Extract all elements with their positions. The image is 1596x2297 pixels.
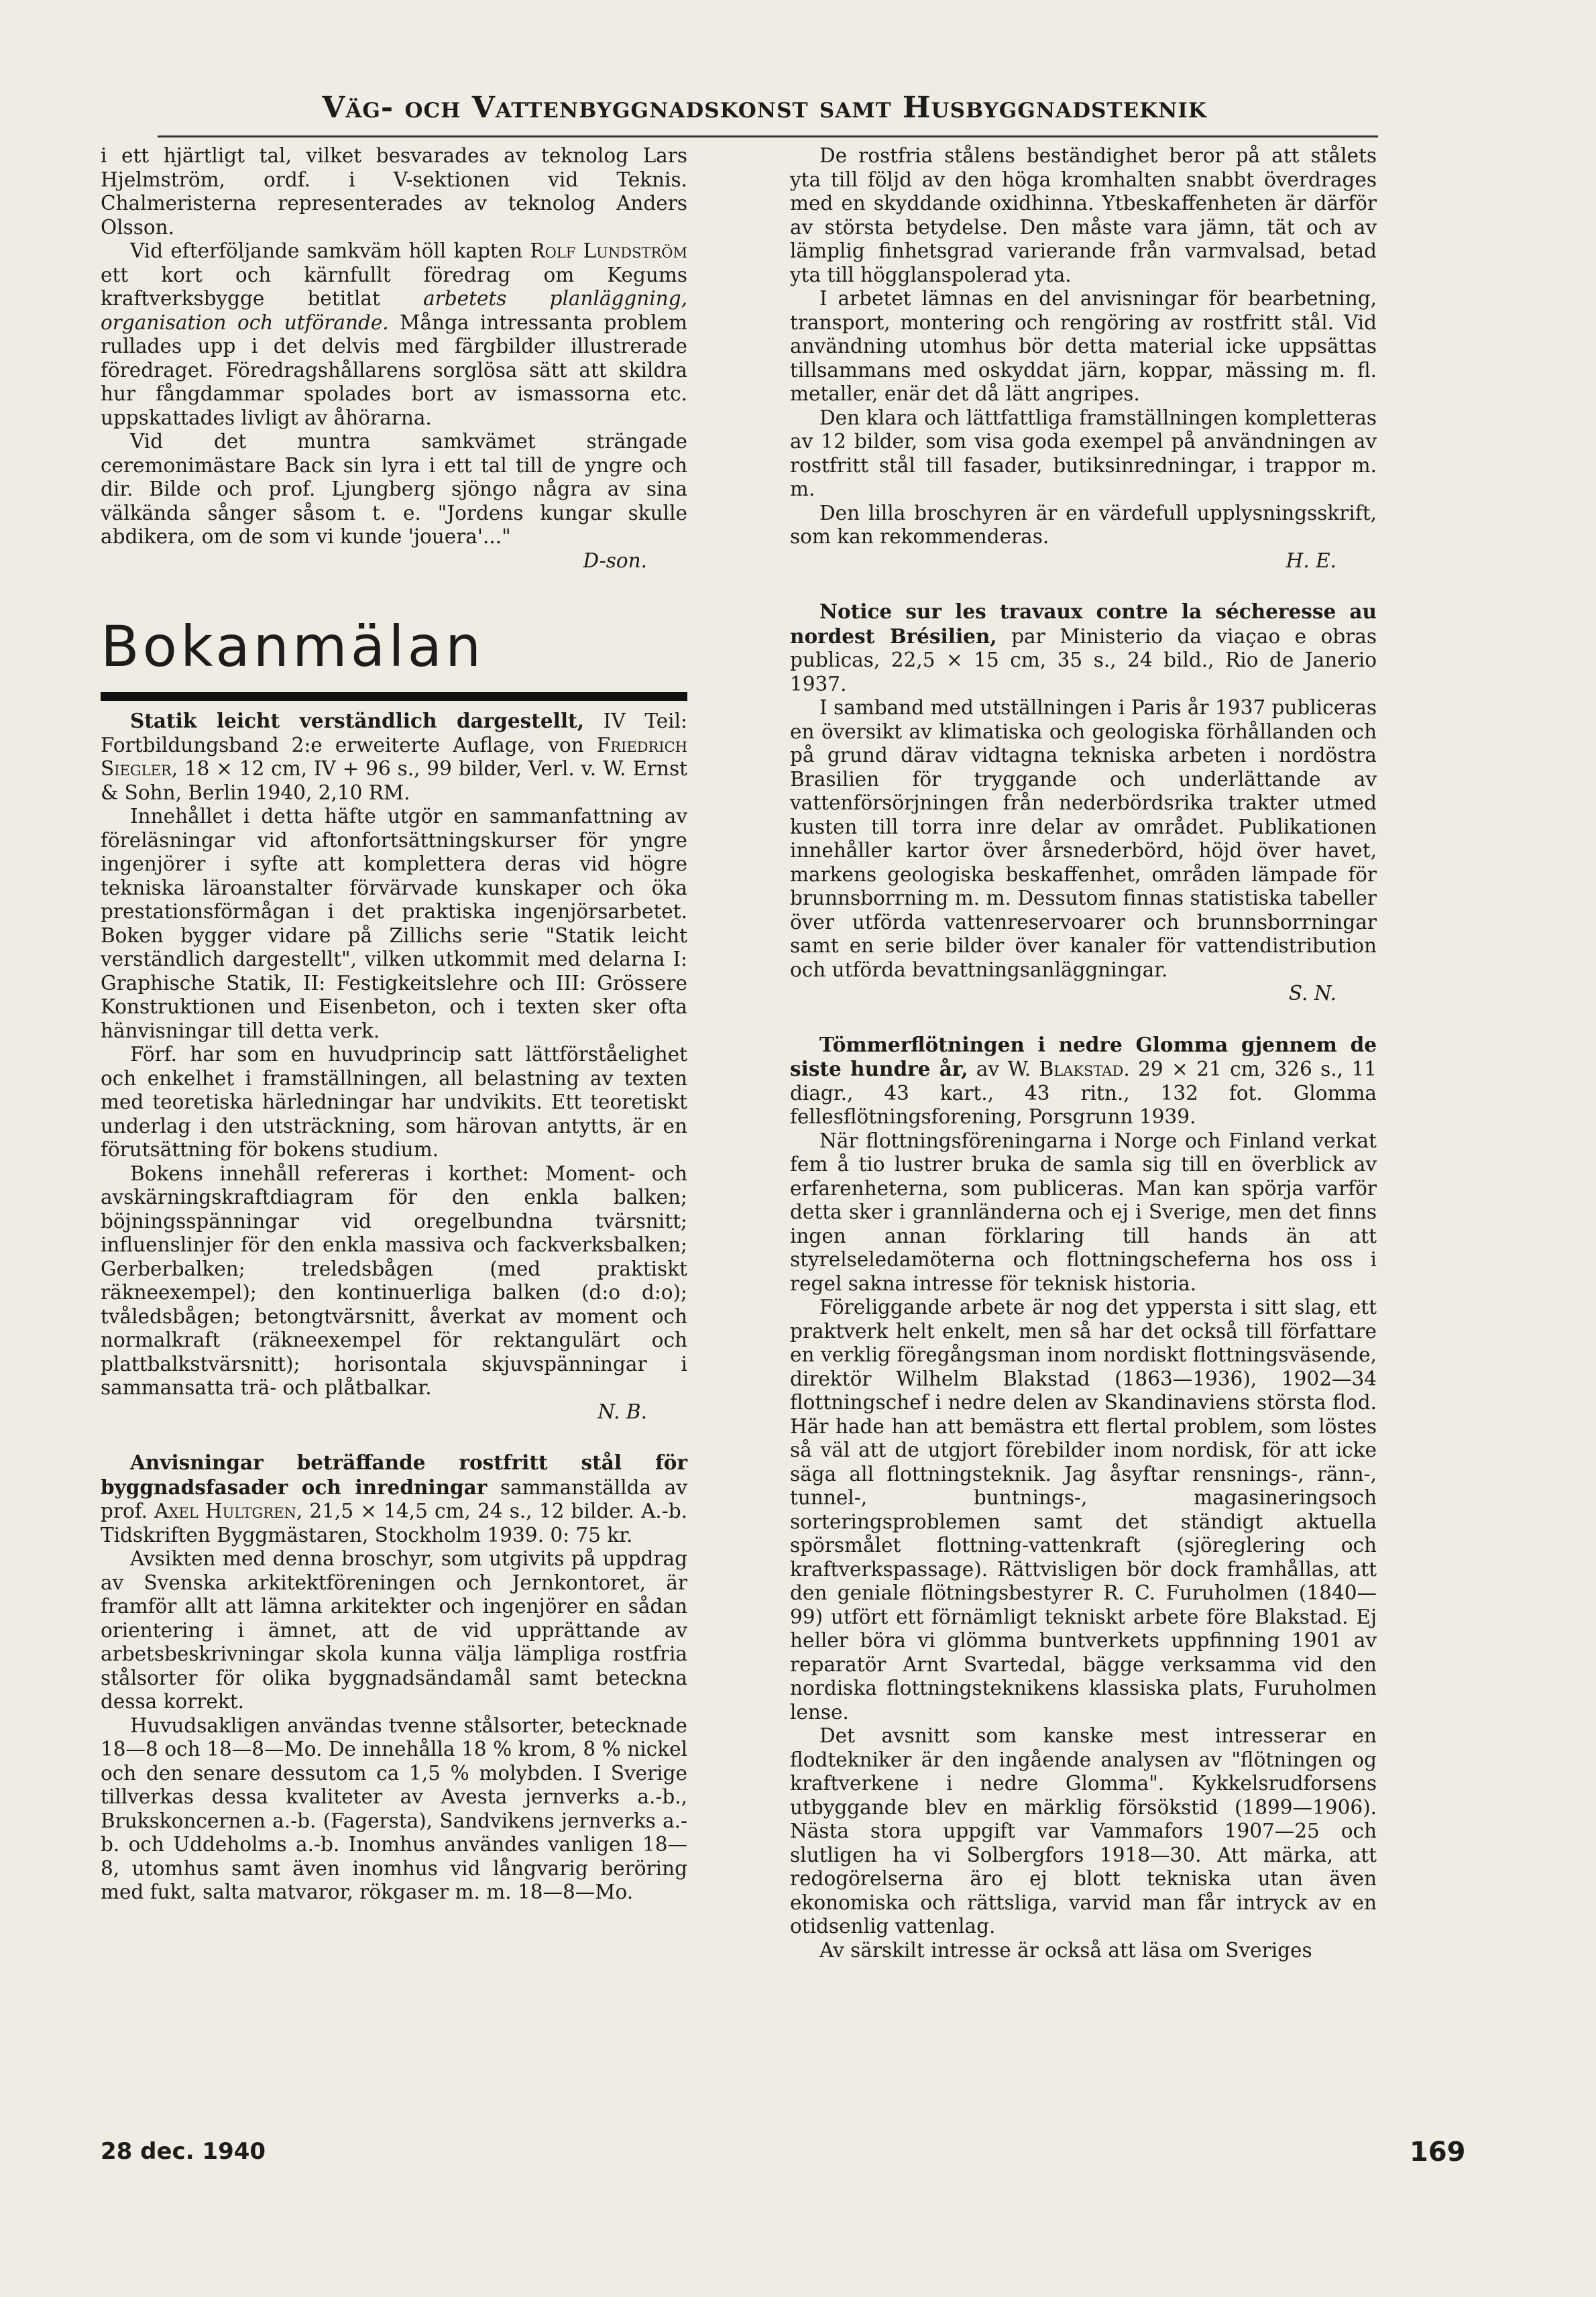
signature: H. E. <box>1286 549 1336 572</box>
review-paragraph: Bokens innehåll refereras i korthet: Moment- och avskärningskraftdiagram för den enkla balken; böjningsspänningar vid oregelbundna tvärsnitt; influenslinjer för den enkla massiva och fackverksbalken; Gerberbalken; treledsbågen (med praktiskt räkneexempel); den kontinuerliga balken (d:o d:o); tvåledsbågen; betongtvärsnitt, åverkat av moment och normalkraft (räkneexempel för rektangulärt och plattbalkstvärsnitt); horisontala skjuvspänningar i sammansatta trä- och plåtbalkar. <box>101 1162 687 1399</box>
signature: S. N. <box>1288 982 1336 1005</box>
text: par Ministerio da viaçao e obras publicas, 22,5 × 15 cm, 35 s., 24 bild., Rio de Janerio 1937. <box>790 624 1377 695</box>
review-paragraph: Föreliggande arbete är nog det yppersta i sitt slag, ett praktverk helt enkelt, men så har det också till författare en verklig föregångsman inom nordiskt flottningsväsende, direktör Wilhelm Blakstad (1863—1936), 1902—34 flottningschef i nedre delen av Skandinaviens största flod. Här hade han att bemästra ett flertal problem, som löstes så väl att de utgjort förebilder inom nordisk, för att icke säga all flottningsteknik. Jag åsyftar rensnings-, ränn-, tunnel-, buntnings-, magasineringsoch sorteringsproblemen samt det ständigt aktuella spörsmålet flottning-vattenkraft (sjöreglering och kraftverkspassage). Rättvisligen bör dock framhållas, att den geniale flötningsbestyrer R. C. Furuholmen (1840—99) utfört ett förnämligt tekniskt arbete före Blakstad. Ej heller böra vi glömma buntverkets uppfinning 1901 av reparatör Arnt Svartedal, bägge verksamma vid den nordiska flottningsteknikens klassiska plats, Furuholmen lense. <box>790 1296 1377 1724</box>
book-author: Axel Hultgren <box>154 1500 296 1522</box>
lundstrom-paragraph <box>101 239 687 430</box>
review-statik-heading <box>101 709 687 805</box>
text: , 18 × 12 cm, IV + 96 s., 99 bilder, Verl. v. W. Ernst & Sohn, Berlin 1940, 2,10 RM. <box>101 757 687 804</box>
left-column <box>101 144 687 1905</box>
issue-date: 28 dec. 1940 <box>101 2138 266 2165</box>
text: av W. <box>968 1058 1039 1080</box>
text: IV Teil: Fortbildungsband 2:e erweiterte Auflage, von <box>101 710 687 757</box>
samkvam-paragraph: Vid det muntra samkvämet strängade ceremonimästare Back sin lyra i ett tal till de yngre och dir. Bilde och prof. Ljungberg sjöngo några av sina välkända sånger såsom t. e. "Jordens kungar skulle abdikera, om de som vi kunde 'jouera'..." <box>101 430 687 548</box>
book-author: Friedrich Siegler <box>101 733 687 780</box>
review-paragraph: Innehållet i detta häfte utgör en sammanfattning av föreläsningar vid aftonfortsättningskurser för yngre ingenjörer i syfte att komplettera deras vid högre tekniska läroanstalter förvärvade kunskaper och öka prestationsförmågan i det praktiska ingenjörsarbetet. Boken bygger vidare på Zillichs serie "Statik leicht verständlich dargestellt", vilken utkommit med delarna I: Graphische Statik, II: Festigkeitslehre och III: Grössere Konstruktionen und Eisenbeton, och i texten sker ofta hänvisningar till detta verk. <box>101 805 687 1042</box>
review-bresil-heading <box>790 600 1377 696</box>
page-number: 169 <box>1410 2137 1466 2168</box>
text: , 21,5 × 14,5 cm, 24 s., 12 bilder. A.-b. Tidskriften Byggmästaren, Stockholm 1939. 0: 75 kr. <box>101 1500 687 1547</box>
lecture-title: arbetets planläggning, organisation och utförande. <box>101 287 687 334</box>
signature: N. B. <box>597 1400 647 1423</box>
text: sammanställda av prof. <box>101 1475 687 1522</box>
page-header: Väg- och Vattenbyggnadskonst samt Husbyggnadsteknik <box>322 91 1207 125</box>
review-paragraph: Den lilla broschyren är en värdefull upplysningsskrift, som kan rekommenderas. <box>790 501 1377 548</box>
review-paragraph: Av särskilt intresse är också att läsa om Sveriges <box>819 1938 1312 1962</box>
book-title: Statik leicht verständlich dargestellt, <box>130 709 584 732</box>
review-paragraph: I samband med utställningen i Paris år 1937 publiceras en översikt av klimatiska och geologiska förhållanden och på grund därav vidtagna tekniska arbeten i nordöstra Brasilien för tryggande och underlättande av vattenförsörjningen från nederbördsrika trakter utmed kusten till torra inre delar av området. Publikationen innehåller kartor över årsnederbörd, höjd över havet, markens geologiska beskaffenhet, områden lämpade för brunnsborrning m. m. Dessutom finnas statistiska tabeller över utförda vattenreservoarer och brunnsborrningar samt en serie bilder över kanaler för vattendistribution och utförda bevattningsanläggningar. <box>790 696 1377 981</box>
intro-paragraph: i ett hjärtligt tal, vilket besvarades av teknolog Lars Hjelmström, ordf. i V-sektionen vid Teknis. Chalmeristerna representerades av teknolog Anders Olsson. <box>101 144 687 239</box>
review-paragraph: Huvudsakligen användas tvenne stålsorter, betecknade 18—8 och 18—8—Mo. De innehålla 18 % krom, 8 % nickel och den senare dessutom ca 1,5 % molybden. I Sverige tillverkas dessa kvaliteter av Avesta jernverks a.-b., Brukskoncernen a.-b. (Fagersta), Sandvikens jernverks a.-b. och Uddeholms a.-b. Inomhus användes vanligen 18—8, utomhus samt även inomhus vid långvarig beröring med fukt, salta matvaror, rökgaser m. m. 18—8—Mo. <box>101 1714 687 1903</box>
book-author: Blakstad <box>1039 1058 1124 1080</box>
review-paragraph: Det avsnitt som kanske mest intresserar en flodtekniker är den ingående analysen av "flötningen og kraftverkene i nedre Glomma". Kykkelsrudforsens utbyggande blev en märklig försökstid (1899—1906). Nästa stora uppgift var Vammafors 1907—25 och slutligen ha vi Solbergfors 1918—30. Att märka, att redogörelserna äro ej blott tekniska utan även ekonomiska och rättsliga, varvid man får intryck av en otidsenlig vattenlag. <box>790 1724 1377 1938</box>
section-title: Bokanmälan <box>101 614 485 679</box>
text: . 29 × 21 cm, 326 s., 11 diagr., 43 kart., 43 ritn., 132 fot. Glomma fellesflötningsforening, Porsgrunn 1939. <box>790 1058 1377 1128</box>
header-rule <box>158 135 1378 137</box>
text: ett kort och kärnfullt föredrag om Kegums kraftverksbygge betitlat <box>101 263 687 310</box>
review-paragraph: När flottningsföreningarna i Norge och Finland verkat fem å tio lustrer bruka de samla sig till en överblick av erfarenheterna, som publiceras. Man kan spörja varför detta sker i grannländerna och ej i Sverige, men det finns ingen annan förklaring till hands än att styrelseledamöterna och flottningscheferna hos oss i regel sakna intresse för teknisk historia. <box>790 1129 1377 1295</box>
review-glomma-heading <box>790 1033 1377 1129</box>
review-paragraph: Den klara och lättfattliga framställningen kompletteras av 12 bilder, som visa goda exempel på användningen av rostfritt stål till fasader, butiksinredningar, i trappor m. m. <box>790 406 1377 500</box>
section-rule <box>101 692 687 701</box>
text: Vid efterföljande samkväm höll kapten <box>130 239 530 262</box>
review-paragraph: I arbetet lämnas en del anvisningar för bearbetning, transport, montering och rengöring av rostfritt stål. Vid användning utomhus bör detta material icke uppsättas tillsammans med oskyddat järn, koppar, mässing m. fl. metaller, enär det då lätt angripes. <box>790 287 1377 405</box>
right-column <box>790 144 1377 1962</box>
book-title: Anvisningar beträffande rostfritt stål för byggnadsfasader och inredningar <box>101 1451 687 1499</box>
book-title: Tömmerflötningen i nedre Glomma gjennem de siste hundre år, <box>790 1032 1377 1080</box>
review-paragraph: Förf. har som en huvudprincip satt lättförståelighet och enkelhet i framställningen, all belastning av texten med teoretiska härledningar har undvikits. Ett teoretiskt underlag i den utsträckning, som härovan antytts, är en förutsättning för bokens studium. <box>101 1043 687 1161</box>
text: Många intressanta problem rullades upp i det delvis med färgbilder illustrerade föredraget. Föredragshållarens sorglösa sätt att skildra hur fångdammar spolades bort av ismassorna etc. uppskattades livligt av åhörarna. <box>101 311 687 429</box>
person-name: Rolf Lundström <box>530 239 687 262</box>
review-rostfritt-heading <box>101 1451 687 1547</box>
signature: D-son. <box>583 549 647 572</box>
book-title: Notice sur les travaux contre la sécheresse au nordest Brésilien, <box>790 600 1377 648</box>
review-paragraph: Avsikten med denna broschyr, som utgivits på uppdrag av Svenska arkitektföreningen och Jernkontoret, är framför allt att lämna arkitekter och ingenjörer en sådan orientering i ämnet, att de vid upprättande av arbetsbeskrivningar skola kunna välja lämpliga rostfria stålsorter för olika byggnadsändamål samt beteckna dessa korrekt. <box>101 1547 687 1713</box>
review-paragraph: De rostfria stålens beständighet beror på att stålets yta till följd av den höga kromhalten snabbt överdrages med en skyddande oxidhinna. Ytbeskaffenheten är därför av största betydelse. Den måste vara jämn, tät och av lämplig finhetsgrad varierande från varmvalsad, betad yta till högglanspolerad yta. <box>790 144 1377 286</box>
